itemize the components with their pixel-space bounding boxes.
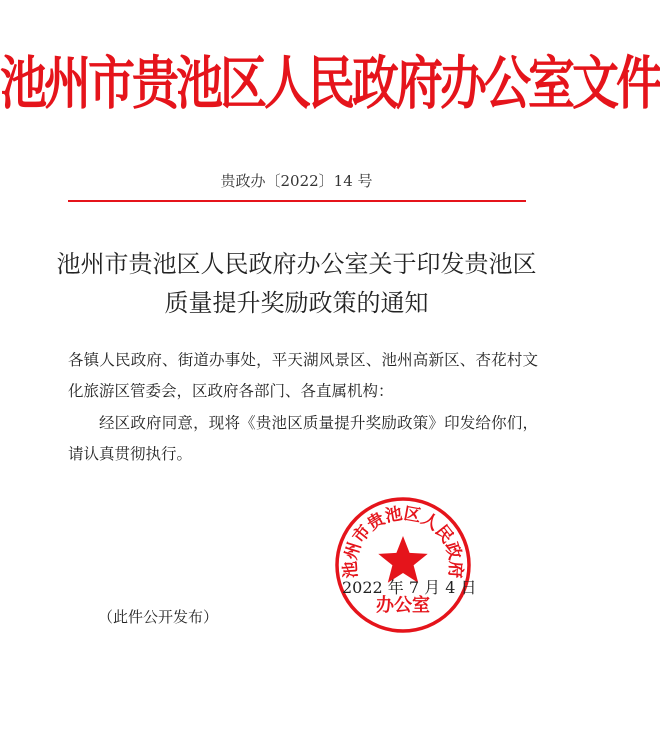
masthead-title: 池州市贵池区人民政府办公室文件: [0, 50, 660, 118]
document-title-line-2: 质量提升奖励政策的通知: [164, 289, 429, 317]
publish-note: （此件公开发布）: [98, 608, 219, 626]
official-seal: [332, 494, 474, 636]
issue-date: 2022 年 7 月 4 日: [342, 578, 477, 597]
document-title: [0, 245, 593, 323]
document-number: 贵政办〔2022〕14 号: [220, 172, 373, 190]
body-paragraph: 经区政府同意，现将《贵池区质量提升奖励政策》印发给你们，请认真贯彻执行。: [68, 414, 538, 463]
seal-arc-text: 池州市贵池区人民政府: [340, 503, 466, 579]
document-title-line-1: 池州市贵池区人民政府办公室关于印发贵池区: [56, 250, 537, 278]
seal-bottom-text: 办公室: [376, 595, 430, 616]
recipients-paragraph: 各镇人民政府、街道办事处，平天湖风景区、池州高新区、杏花村文化旅游区管委会，区政府各部门、各直属机构：: [68, 351, 538, 400]
red-divider-line: [68, 200, 526, 202]
